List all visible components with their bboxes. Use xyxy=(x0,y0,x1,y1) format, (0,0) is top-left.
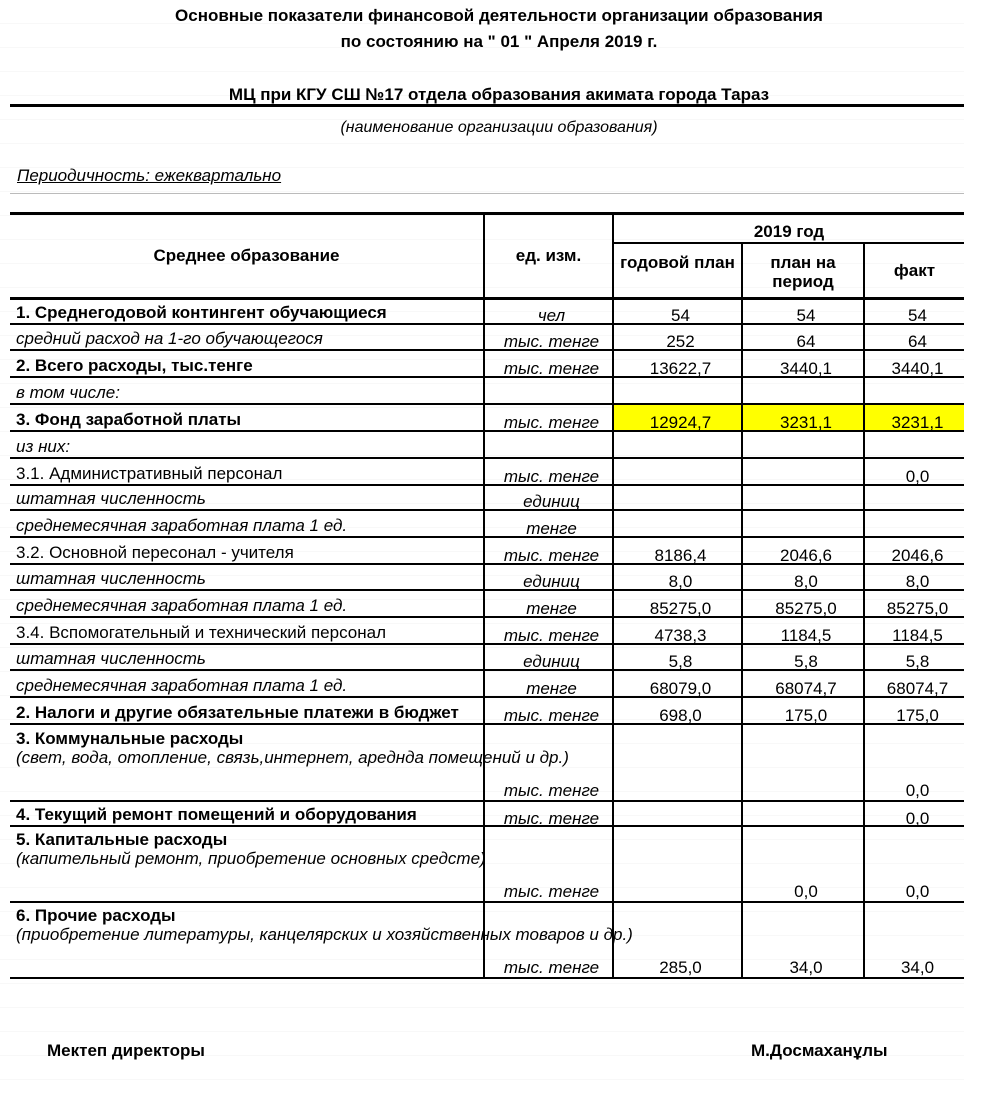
row-label: штатная численность xyxy=(10,564,484,590)
table-row xyxy=(10,644,964,670)
row-period-plan xyxy=(742,485,864,510)
header-indicator: Среднее образование xyxy=(10,214,484,299)
row-unit xyxy=(484,377,613,404)
row-fact xyxy=(864,431,964,458)
header-annual-plan: годовой план xyxy=(613,243,742,298)
table-row xyxy=(10,670,964,697)
director-name: М.Досмаханұлы xyxy=(751,1041,888,1060)
header-unit: ед. изм. xyxy=(484,214,613,299)
row-period-plan: 68074,7 xyxy=(742,670,864,697)
row-fact xyxy=(864,485,964,510)
row-annual-plan: 5,8 xyxy=(613,644,742,670)
row-utilities-period xyxy=(742,724,864,801)
table-row xyxy=(10,404,964,431)
row-fact: 2046,6 xyxy=(864,537,964,564)
header-period-plan: план на период xyxy=(742,243,864,298)
row-annual-plan xyxy=(613,458,742,485)
row-fact: 1184,5 xyxy=(864,617,964,644)
row-utilities-fact: 0,0 xyxy=(864,724,964,801)
row-annual-plan: 12924,7 xyxy=(613,404,742,431)
table-row xyxy=(10,458,964,485)
table-row xyxy=(10,485,964,510)
table-row xyxy=(10,350,964,377)
row-label: из них: xyxy=(10,431,484,458)
row-unit: чел xyxy=(484,298,613,324)
row-label: штатная численность xyxy=(10,644,484,670)
row-annual-plan: 698,0 xyxy=(613,697,742,724)
row-label: 2. Налоги и другие обязательные платежи в бюджет xyxy=(10,697,484,724)
row-capital-unit: тыс. тенге xyxy=(484,826,613,902)
row-fact: 68074,7 xyxy=(864,670,964,697)
row-period-plan: 8,0 xyxy=(742,564,864,590)
row-unit: тыс. тенге xyxy=(484,404,613,431)
row-unit: тыс. тенге xyxy=(484,324,613,350)
row-capital xyxy=(10,826,964,902)
row-fact: 0,0 xyxy=(864,458,964,485)
row-other-annual: 285,0 xyxy=(613,902,742,978)
row-label: 3.2. Основной пересонал - учителя xyxy=(10,537,484,564)
row-annual-plan: 252 xyxy=(613,324,742,350)
row-repair-annual xyxy=(613,801,742,826)
row-unit: тыс. тенге xyxy=(484,697,613,724)
row-utilities xyxy=(10,724,964,801)
row-annual-plan xyxy=(613,377,742,404)
report-title-line1: Основные показатели финансовой деятельности организации образования xyxy=(175,6,823,25)
row-capital-title: 5. Капитальные расходы xyxy=(16,830,228,849)
row-fact: 3231,1 xyxy=(864,404,964,431)
row-fact: 3440,1 xyxy=(864,350,964,377)
row-utilities-title: 3. Коммунальные расходы xyxy=(16,729,244,748)
row-period-plan xyxy=(742,377,864,404)
organization-underline xyxy=(10,104,964,107)
row-fact: 85275,0 xyxy=(864,590,964,617)
row-unit: тыс. тенге xyxy=(484,617,613,644)
row-label: 3.1. Административный персонал xyxy=(10,458,484,485)
row-other-unit: тыс. тенге xyxy=(484,902,613,978)
row-fact xyxy=(864,510,964,537)
table-row xyxy=(10,377,964,404)
row-period-plan: 1184,5 xyxy=(742,617,864,644)
row-period-plan xyxy=(742,431,864,458)
row-fact: 175,0 xyxy=(864,697,964,724)
organization-name: МЦ при КГУ СШ №17 отдела образования акимата города Тараз xyxy=(228,85,770,104)
table-row xyxy=(10,510,964,537)
row-period-plan: 2046,6 xyxy=(742,537,864,564)
row-label: 2. Всего расходы, тыс.тенге xyxy=(10,350,484,377)
row-annual-plan: 13622,7 xyxy=(613,350,742,377)
row-annual-plan: 4738,3 xyxy=(613,617,742,644)
row-annual-plan: 85275,0 xyxy=(613,590,742,617)
table-row xyxy=(10,298,964,324)
table-row xyxy=(10,537,964,564)
row-unit: тенге xyxy=(484,510,613,537)
row-annual-plan xyxy=(613,431,742,458)
row-annual-plan xyxy=(613,510,742,537)
periodicity-divider xyxy=(10,193,964,194)
table-row xyxy=(10,697,964,724)
row-unit: единиц xyxy=(484,485,613,510)
row-period-plan: 85275,0 xyxy=(742,590,864,617)
row-label: 1. Среднегодовой контингент обучающиеся xyxy=(10,298,484,324)
row-capital-annual xyxy=(613,826,742,902)
table-row xyxy=(10,590,964,617)
periodicity-label: Периодичность: ежеквартально xyxy=(17,166,282,185)
header-fact: факт xyxy=(864,243,964,298)
row-unit: тенге xyxy=(484,590,613,617)
report-title-line2: по состоянию на " 01 " Апреля 2019 г. xyxy=(340,32,658,51)
row-other-note: (приобретение литературы, канцелярских и хозяйственных товаров и др.) xyxy=(16,925,633,944)
row-unit: тыс. тенге xyxy=(484,350,613,377)
row-unit: тыс. тенге xyxy=(484,537,613,564)
row-period-plan xyxy=(742,458,864,485)
row-fact: 64 xyxy=(864,324,964,350)
row-other-title: 6. Прочие расходы xyxy=(16,906,176,925)
row-utilities-annual xyxy=(613,724,742,801)
row-other-fact: 34,0 xyxy=(864,902,964,978)
row-annual-plan: 8,0 xyxy=(613,564,742,590)
table-row xyxy=(10,431,964,458)
row-fact: 5,8 xyxy=(864,644,964,670)
row-period-plan: 54 xyxy=(742,298,864,324)
row-fact: 54 xyxy=(864,298,964,324)
row-unit: единиц xyxy=(484,564,613,590)
row-label: 3. Фонд заработной платы xyxy=(10,404,484,431)
row-other xyxy=(10,902,964,978)
row-unit: тенге xyxy=(484,670,613,697)
row-unit xyxy=(484,431,613,458)
row-period-plan: 3231,1 xyxy=(742,404,864,431)
row-unit: тыс. тенге xyxy=(484,458,613,485)
row-annual-plan xyxy=(613,485,742,510)
row-capital-fact: 0,0 xyxy=(864,826,964,902)
table-row xyxy=(10,564,964,590)
row-annual-plan: 54 xyxy=(613,298,742,324)
table-header-row xyxy=(10,214,964,244)
row-label: штатная численность xyxy=(10,485,484,510)
row-label: 3.4. Вспомогательный и технический персонал xyxy=(10,617,484,644)
row-unit: единиц xyxy=(484,644,613,670)
header-year: 2019 год xyxy=(613,214,964,244)
row-label: средний расход на 1-го обучающегося xyxy=(10,324,484,350)
row-repair-unit: тыс. тенге xyxy=(484,801,613,826)
row-period-plan: 5,8 xyxy=(742,644,864,670)
row-label: в том числе: xyxy=(10,377,484,404)
row-label: среднемесячная заработная плата 1 ед. xyxy=(10,590,484,617)
row-repair-period xyxy=(742,801,864,826)
row-period-plan xyxy=(742,510,864,537)
row-capital-period: 0,0 xyxy=(742,826,864,902)
row-period-plan: 64 xyxy=(742,324,864,350)
row-repair-fact: 0,0 xyxy=(864,801,964,826)
row-fact xyxy=(864,377,964,404)
row-fact: 8,0 xyxy=(864,564,964,590)
row-repair xyxy=(10,801,964,826)
table-row xyxy=(10,324,964,350)
row-label: среднемесячная заработная плата 1 ед. xyxy=(10,670,484,697)
financial-indicators-table xyxy=(10,212,964,979)
row-annual-plan: 8186,4 xyxy=(613,537,742,564)
director-label: Мектеп директоры xyxy=(47,1041,205,1060)
row-label: среднемесячная заработная плата 1 ед. xyxy=(10,510,484,537)
row-capital-note: (капительный ремонт, приобретение основных средстe) xyxy=(16,849,486,868)
row-period-plan: 175,0 xyxy=(742,697,864,724)
row-period-plan: 3440,1 xyxy=(742,350,864,377)
row-repair-label: 4. Текущий ремонт помещений и оборудования xyxy=(10,801,484,826)
row-annual-plan: 68079,0 xyxy=(613,670,742,697)
table-row xyxy=(10,617,964,644)
row-utilities-note: (свет, вода, отопление, связь,интернет, ареднда помещений и др.) xyxy=(16,748,569,767)
row-capital-label xyxy=(10,826,484,902)
organization-caption: (наименование организации образования) xyxy=(340,119,658,136)
row-utilities-unit: тыс. тенге xyxy=(484,724,613,801)
row-other-period: 34,0 xyxy=(742,902,864,978)
